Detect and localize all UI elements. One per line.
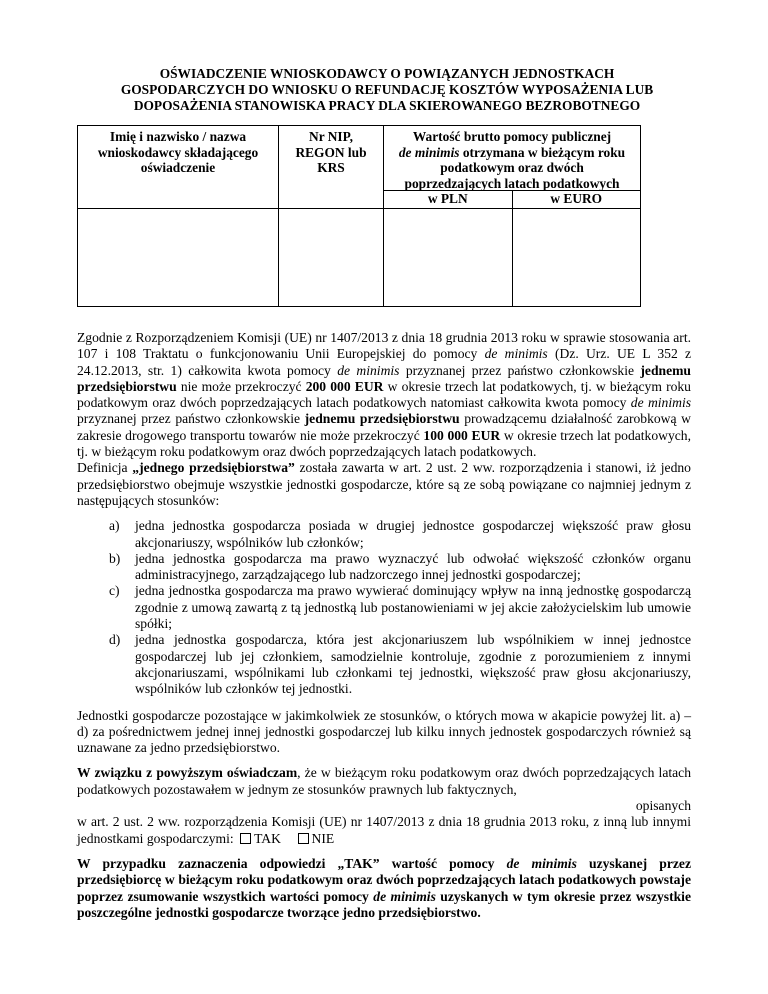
text-italic: de minimis [337,362,400,378]
paragraph-definition [77,460,691,509]
header-text-italic: de minimis [398,144,460,160]
text: opisanych [635,798,691,814]
header-text: oświadczenie [140,160,216,176]
list-label: d) [109,632,121,648]
list-label: b) [109,550,121,566]
text-bold-italic: de minimis [506,855,577,871]
document-body [77,330,691,921]
text: prowadzącemu działalność zarobkową w zakresie drogowego transportu towarów nie może przekroczyć [77,411,691,443]
relations-list [77,518,691,697]
text: w okresie trzech lat podatkowych, tj. w bieżącym roku podatkowym oraz dwóch poprzedzających latach podatkowych. [77,427,691,460]
title-line: GOSPODARCZYCH DO WNIOSKU O REFUNDACJĘ KOSZTÓW WYPOSAŻENIA LUB [120,81,654,97]
header-eur: w EURO [550,191,603,206]
text-bold: jednemu przedsiębiorstwu [77,362,691,394]
header-applicant-name [78,126,279,209]
text: przyznanej przez państwo członkowskie [399,362,641,378]
text: została zawarta w art. 2 ust. 2 ww. rozporządzenia i stanowi, iż jedno przedsiębiorstwo obejmuje wszystkie jednostki gospodarcze, które są ze sobą powiązane co najmniej jednym z następujących stosunków: [77,460,691,508]
header-nip-regon-krs [279,126,384,209]
paragraph-statement [77,765,691,798]
header-text: Nr NIP, [309,129,353,144]
header-aid-value [384,126,641,209]
text: Definicja [77,460,133,476]
list-label: a) [109,518,120,534]
list-item [77,583,691,632]
list-item [77,632,691,697]
text-bold: uzyskanej przez przedsiębiorcę w bieżącym roku podatkowym oraz dwóch poprzedzających latach podatkowych powstaje poprzez zsumowanie wszystkich wartości pomocy [77,855,691,904]
checkbox-nie[interactable] [298,833,309,844]
text-bold: 100 000 EUR [423,427,501,443]
paragraph-statement-cont [77,814,691,847]
text-bold: uzyskanych w tym okresie przez wszystkie poszczególne jednostki gospodarcze tworzące jedno przedsiębiorstwo. [77,888,691,920]
statement-tail [77,798,691,814]
header-text: podatkowym oraz dwóch [440,160,584,176]
text-bold: W związku z powyższym oświadczam [77,765,298,781]
list-text: jedna jednostka gospodarcza ma prawo wyznaczyć lub odwołać większość członków organu administracyjnego, zarządzającego lub nadzorczego innej jednostki gospodarczej; [135,550,691,583]
list-text: jedna jednostka gospodarcza ma prawo wywierać dominujący wpływ na inną jednostkę gospodarczą zgodnie z umową zawartą z tą jednostką lub postanowieniami w jej akcie założycielskim lub umowie spółki; [135,583,691,632]
text-bold: 200 000 EUR [305,378,384,394]
header-text: wnioskodawcy składającego [97,144,259,160]
option-nie-label: NIE [311,830,335,846]
list-item [77,518,691,551]
document-title [60,66,714,113]
paragraph-indirect: Jednostki gospodarcze pozostające w jakimkolwiek ze stosunków, o których mowa w akapicie powyżej lit. a) – d) za pośrednictwem jednej innej jednostki gospodarczej lub kilku innych jednostek gospodarczych również są uznawane za jedno przedsiębiorstwo. [77,707,691,756]
header-pln: w PLN [384,191,513,208]
text: w art. 2 ust. 2 ww. rozporządzenia Komisji (UE) nr 1407/2013 z dnia 18 grudnia 2013 roku, z inną lub innymi jednostkami gospodarczymi: [77,814,691,846]
text: w okresie trzech lat podatkowych, tj. w bieżącym roku podatkowym oraz dwóch poprzedzających latach podatkowych natomiast całkowita kwota pomocy [77,378,691,411]
text-italic: de minimis [630,395,692,411]
text: przyznanej przez państwo członkowskie [77,411,305,427]
text-bold: „jednego przedsiębiorstwa” [132,460,295,476]
header-text: REGON lub [295,144,367,160]
text-bold: jednemu przedsiębiorstwu [304,411,460,427]
list-text: jedna jednostka gospodarcza posiada w drugiej jednostce gospodarczej większość praw głosu akcjonariuszy, wspólników lub członków; [135,518,691,550]
list-label: c) [109,583,120,599]
header-text: Wartość brutto pomocy publicznej [412,129,612,144]
input-cell-aid-value [384,209,641,307]
title-line: DOPOSAŻENIA STANOWISKA PRACY DLA SKIEROWANEGO BEZROBOTNEGO [133,97,641,113]
paragraph-summary [77,856,691,921]
list-text: jedna jednostka gospodarcza, która jest akcjonariuszem lub wspólnikiem w innej jednostce gospodarczej lub jej członkiem, samodzielnie kontroluje, zgodnie z porozumieniem z innymi akcjonariuszami, wspólnikami lub członkami tej jednostki, większość praw głosu akcjonariuszy, wspólników lub członków tej jednostki. [135,632,691,697]
header-text: Imię i nazwisko / nazwa [109,129,247,144]
declaration-table [77,125,641,307]
checkbox-tak[interactable] [240,833,251,844]
header-text: otrzymana w bieżącym roku [459,144,626,160]
text: , że w bieżącym roku podatkowym oraz dwóch poprzedzających latach podatkowych pozostawałem w jednym ze stosunków prawnych lub faktycznych, [77,765,691,797]
text: (Dz. Urz. UE L 352 z 24.12.2013, str. 1) całkowita kwota pomocy [77,346,692,378]
header-text: KRS [317,160,345,176]
list-item [77,551,691,584]
input-cell-applicant-name[interactable] [78,209,279,307]
title-line: OŚWIADCZENIE WNIOSKODAWCY O POWIĄZANYCH JEDNOSTKACH [159,66,615,81]
text-bold: W przypadku zaznaczenia odpowiedzi „TAK” wartość pomocy [77,855,507,871]
option-tak-label: TAK [254,830,281,846]
text-italic: de minimis [484,346,548,362]
header-text: poprzedzających latach podatkowych [404,175,620,191]
paragraph-regulation [77,330,691,460]
text: nie może przekroczyć [176,378,306,394]
text: Zgodnie z Rozporządzeniem Komisji (UE) nr 1407/2013 z dnia 18 grudnia 2013 roku w sprawie stosowania art. 107 i 108 Traktatu o funkcjonowaniu Unii Europejskiej do pomocy [77,330,691,362]
text-bold-italic: de minimis [373,888,436,904]
input-cell-pln[interactable] [384,209,513,306]
input-cell-nip[interactable] [279,209,384,307]
input-cell-eur[interactable] [513,209,641,306]
